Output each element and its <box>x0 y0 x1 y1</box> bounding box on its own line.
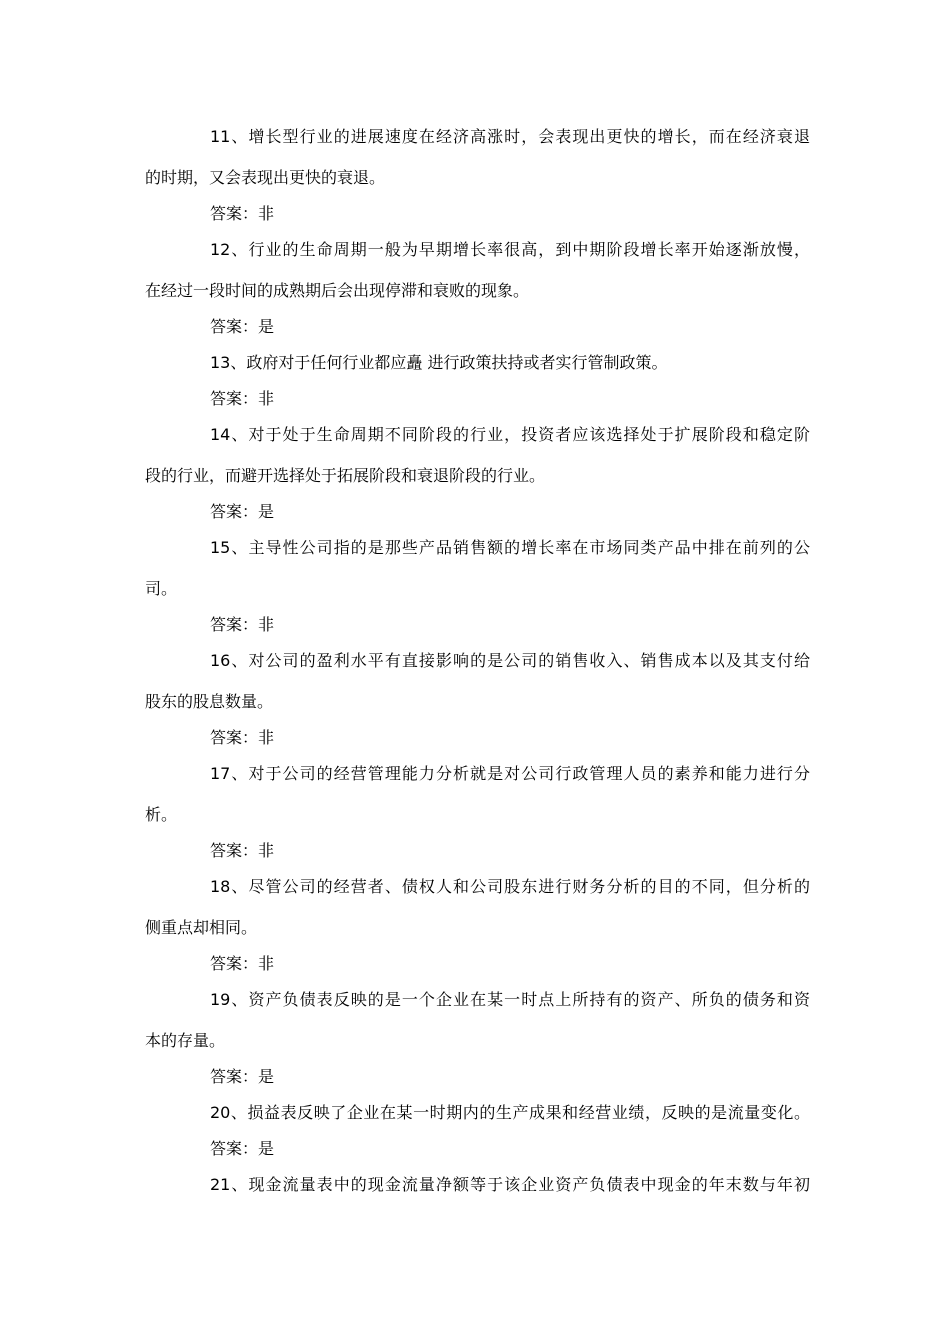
question-text-line: 14、对于处于生命周期不同阶段的行业，投资者应该选择处于扩展阶段和稳定阶 <box>210 425 810 444</box>
answer-text: 答案：是 <box>210 502 275 521</box>
question-text-line: 13、政府对于任何行业都应矗 进行政策扶持或者实行管制政策。 <box>210 353 668 372</box>
question-text-line: 司。 <box>145 579 178 598</box>
question-text-line: 20、损益表反映了企业在某一时期内的生产成果和经营业绩，反映的是流量变化。 <box>210 1103 810 1122</box>
question-text-line: 21、现金流量表中的现金流量净额等于该企业资产负债表中现金的年末数与年初 <box>210 1175 810 1194</box>
question-text-line: 12、行业的生命周期一般为早期增长率很高，到中期阶段增长率开始逐渐放慢， <box>210 240 810 259</box>
answer-text: 答案：是 <box>210 317 275 336</box>
question-text-line: 11、增长型行业的进展速度在经济高涨时，会表现出更快的增长，而在经济衰退 <box>210 127 810 146</box>
answer-text: 答案：非 <box>210 204 275 223</box>
question-text-line: 股东的股息数量。 <box>145 692 274 711</box>
answer-text: 答案：非 <box>210 728 275 747</box>
question-text-line: 段的行业，而避开选择处于拓展阶段和衰退阶段的行业。 <box>145 466 546 485</box>
answer-text: 答案：非 <box>210 389 275 408</box>
question-text-line: 19、资产负债表反映的是一个企业在某一时点上所持有的资产、所负的债务和资 <box>210 990 810 1009</box>
answer-text: 答案：非 <box>210 954 275 973</box>
question-text-line: 本的存量。 <box>145 1031 226 1050</box>
answer-text: 答案：是 <box>210 1067 275 1086</box>
question-text-line: 17、对于公司的经营管理能力分析就是对公司行政管理人员的素养和能力进行分 <box>210 764 810 783</box>
question-text-line: 15、主导性公司指的是那些产品销售额的增长率在市场同类产品中排在前列的公 <box>210 538 810 557</box>
question-text-line: 在经过一段时间的成熟期后会出现停滞和衰败的现象。 <box>145 281 530 300</box>
question-text-line: 18、尽管公司的经营者、债权人和公司股东进行财务分析的目的不同，但分析的 <box>210 877 810 896</box>
answer-text: 答案：非 <box>210 615 275 634</box>
question-text-line: 16、对公司的盈利水平有直接影响的是公司的销售收入、销售成本以及其支付给 <box>210 651 810 670</box>
question-text-line: 析。 <box>145 805 178 824</box>
question-text-line: 的时期，又会表现出更快的衰退。 <box>145 168 386 187</box>
answer-text: 答案：是 <box>210 1139 275 1158</box>
answer-text: 答案：非 <box>210 841 275 860</box>
question-text-line: 侧重点却相同。 <box>145 918 258 937</box>
